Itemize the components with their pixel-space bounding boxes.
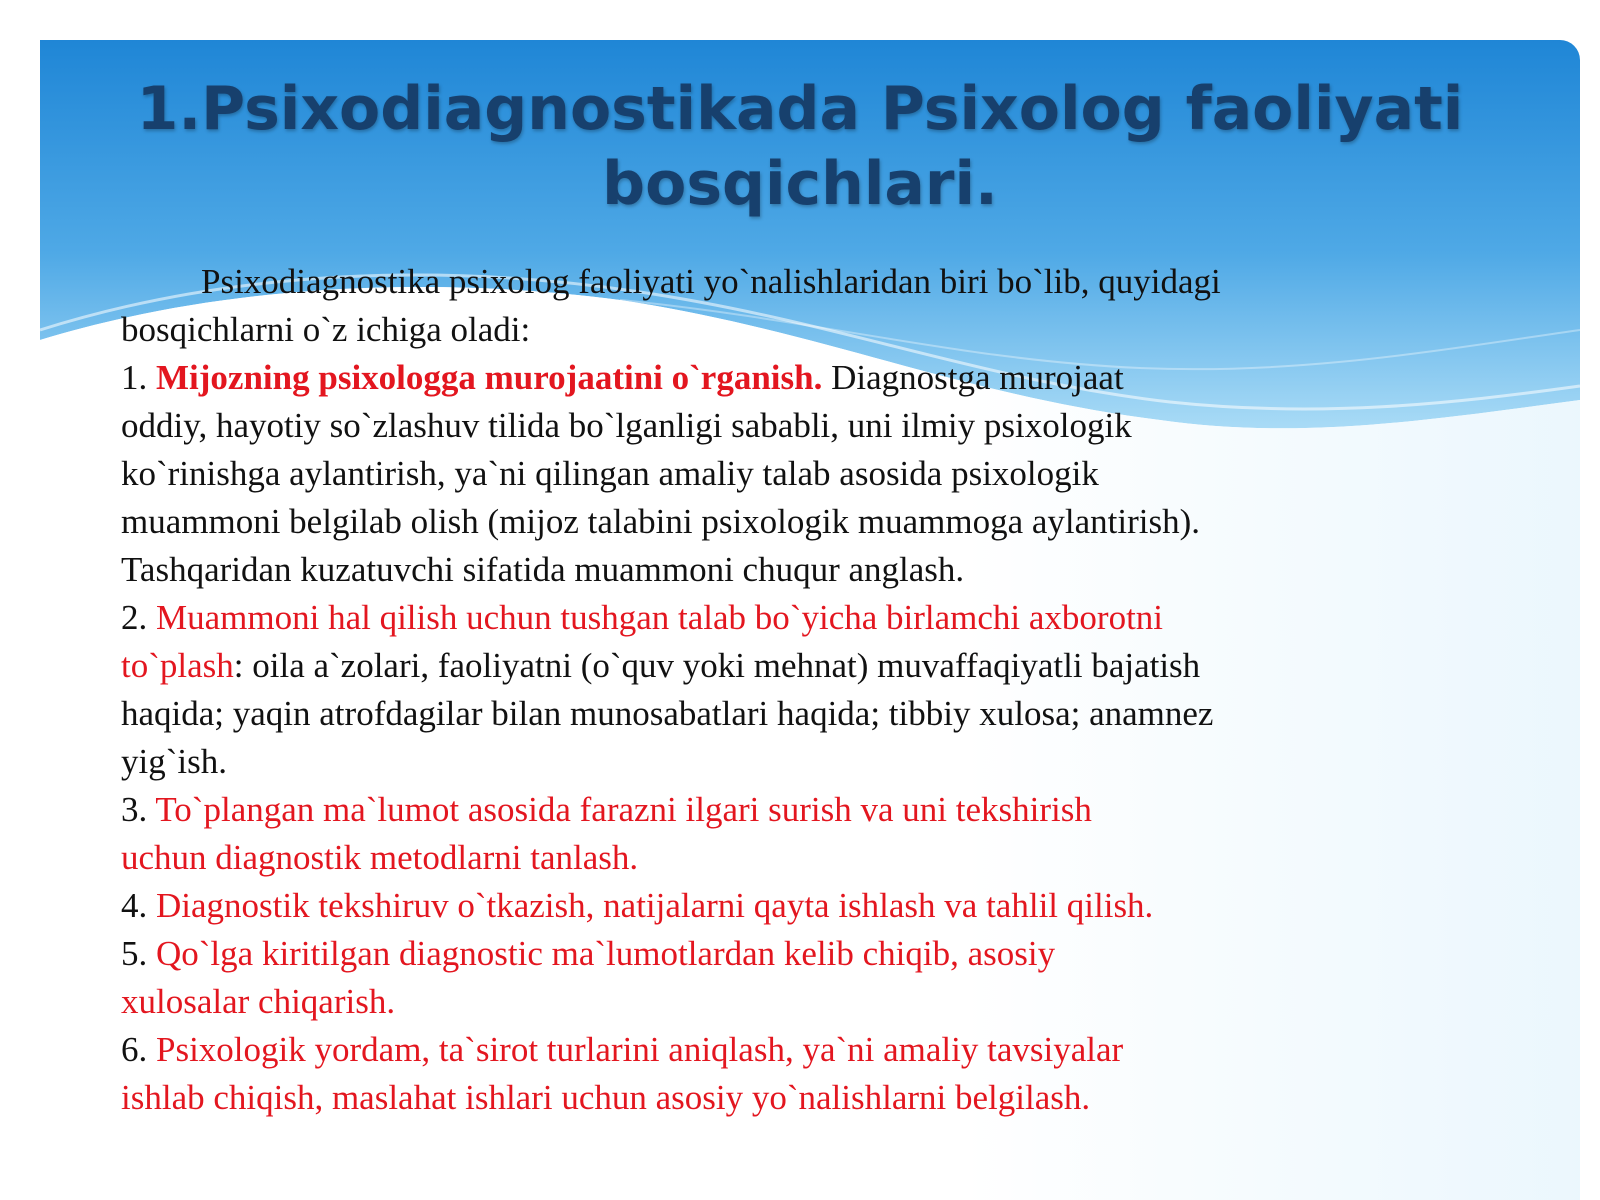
- step-3-line-1: [121, 786, 1381, 834]
- intro-line-1: Psixodiagnostika psixolog faoliyati yo`nalishlaridan biri bo`lib, quyidagi: [201, 262, 1221, 301]
- step-6-heading: Psixologik yordam, ta`sirot turlarini aniqlash, ya`ni amaliy tavsiyalar: [156, 1030, 1124, 1069]
- step-5-heading: Qo`lga kiritilgan diagnostic ma`lumotlardan kelib chiqib, asosiy: [156, 934, 1056, 973]
- step-2-heading: Muammoni hal qilish uchun tushgan talab bo`yicha birlamchi axborotni: [156, 598, 1164, 637]
- step-1-number: 1.: [121, 358, 148, 397]
- step-2-line-4: yig`ish.: [121, 742, 227, 781]
- step-2-line-3: haqida; yaqin atrofdagilar bilan munosabatlari haqida; tibbiy xulosa; anamnez: [121, 694, 1214, 733]
- intro-line-2: bosqichlarni o`z ichiga oladi:: [121, 310, 531, 349]
- step-1-heading: Mijozning psixologga murojaatini o`rganish.: [156, 358, 823, 397]
- step-2-heading-end: to`plash: [121, 646, 234, 685]
- step-5-line-2: xulosalar chiqarish.: [121, 982, 396, 1021]
- step-2-line-1: [121, 594, 1381, 642]
- step-1-text: Diagnostga murojaat: [831, 358, 1124, 397]
- step-6-line-1: [121, 1026, 1381, 1074]
- step-2-text: : oila a`zolari, faoliyatni (o`quv yoki mehnat) muvaffaqiyatli bajatish: [233, 646, 1201, 685]
- slide-body: [121, 258, 1381, 1122]
- step-1-line-4: muammoni belgilab olish (mijoz talabini psixologik muammoga aylantirish).: [121, 502, 1201, 541]
- step-3-number: 3.: [121, 790, 148, 829]
- title-line-1: 1.Psixodiagnostikada Psixolog faoliyati: [136, 74, 1464, 144]
- step-3-line-2: uchun diagnostik metodlarni tanlash.: [121, 838, 639, 877]
- title-line-2: bosqichlari.: [602, 149, 998, 219]
- step-4-number: 4.: [121, 886, 148, 925]
- step-5-line-1: [121, 930, 1381, 978]
- step-4-line-1: [121, 882, 1381, 930]
- step-5-number: 5.: [121, 934, 148, 973]
- step-1-line-1: [121, 354, 1381, 402]
- step-6-number: 6.: [121, 1030, 148, 1069]
- slide-title: [60, 72, 1540, 222]
- step-1-line-2: oddiy, hayotiy so`zlashuv tilida bo`lganligi sababli, uni ilmiy psixologik: [121, 406, 1132, 445]
- step-6-line-2: ishlab chiqish, maslahat ishlari uchun asosiy yo`nalishlarni belgilash.: [121, 1078, 1091, 1117]
- step-4-heading: Diagnostik tekshiruv o`tkazish, natijalarni qayta ishlash va tahlil qilish.: [156, 886, 1154, 925]
- step-2-number: 2.: [121, 598, 148, 637]
- step-1-line-5: Tashqaridan kuzatuvchi sifatida muammoni chuqur anglash.: [121, 550, 965, 589]
- step-1-line-3: ko`rinishga aylantirish, ya`ni qilingan amaliy talab asosida psixologik: [121, 454, 1099, 493]
- step-3-heading: To`plangan ma`lumot asosida farazni ilgari surish va uni tekshirish: [155, 790, 1092, 829]
- step-2-line-2: [121, 642, 1381, 690]
